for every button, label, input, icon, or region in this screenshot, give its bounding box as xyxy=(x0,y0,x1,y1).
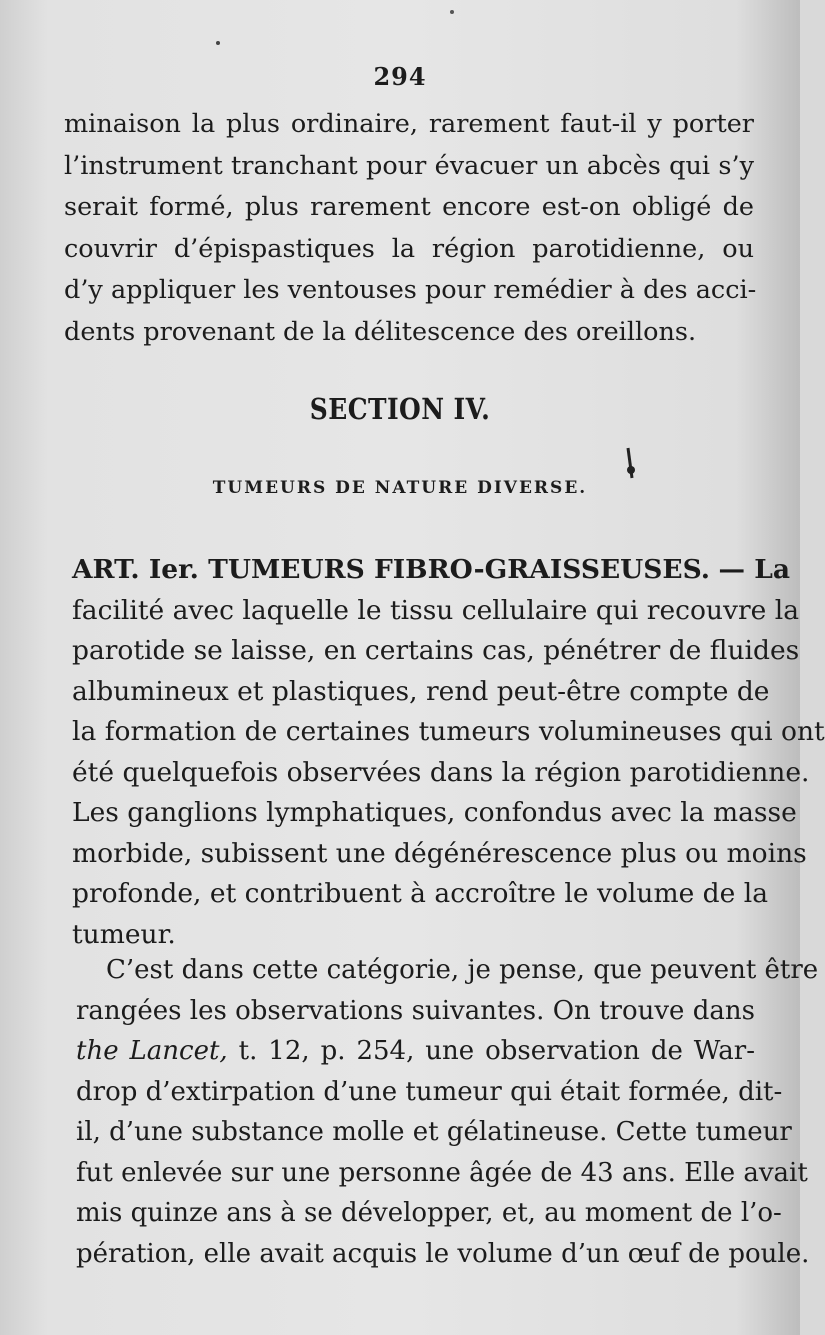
paragraph-line: parotide se laisse, en certains cas, pénétrer de fluides xyxy=(72,635,800,666)
page-number: 294 xyxy=(373,62,427,91)
paragraph-line: couvrir d’épispastiques la région parotidienne, ou xyxy=(64,233,754,264)
observation-paragraph xyxy=(76,950,819,1274)
paragraph-line: facilité avec laquelle le tissu cellulaire qui recouvre la xyxy=(72,594,800,626)
paragraph-line: mis quinze ans à se développer, et, au moment de l’o- xyxy=(76,1198,782,1228)
paragraph-line: serait formé, plus rarement encore est-on obligé de xyxy=(64,192,754,222)
paragraph-line: il, d’une substance molle et gélatineuse. Cette tumeur xyxy=(76,1117,792,1147)
paragraph-line: dents provenant de la délitescence des oreillons. xyxy=(64,316,697,347)
paragraph-line: pération, elle avait acquis le volume d’un œuf de poule. xyxy=(76,1238,810,1269)
section-title: SECTION IV. xyxy=(309,392,491,426)
paragraph-line: albumineux et plastiques, rend peut-être compte de xyxy=(72,675,770,707)
paragraph-line: d’y appliquer les ventouses pour remédier à des acci- xyxy=(64,275,757,305)
article-heading-line xyxy=(72,550,790,591)
citation-text: t. 12, p. 254, une observation de War- xyxy=(227,1036,755,1066)
paragraph-line: été quelquefois observées dans la région parotidienne. xyxy=(72,756,810,788)
article-paragraph xyxy=(72,550,825,955)
paragraph-line: rangées les observations suivantes. On trouve dans xyxy=(76,995,755,1026)
paragraph-line-with-citation xyxy=(76,1031,755,1072)
paragraph-line: minaison la plus ordinaire, rarement faut-il y porter xyxy=(64,109,754,139)
paragraph-line: drop d’extirpation d’une tumeur qui était formée, dit- xyxy=(76,1076,783,1107)
paragraph-line: la formation de certaines tumeurs volumineuses qui ont xyxy=(72,716,825,747)
paragraph-line: morbide, subissent une dégénérescence plus ou moins xyxy=(72,837,807,869)
paragraph-line: C’est dans cette catégorie, je pense, que peuvent être xyxy=(106,955,819,985)
paragraph-line: tumeur. xyxy=(72,918,176,950)
article-heading-dash: — La xyxy=(718,554,790,585)
section-subtitle: TUMEURS DE NATURE DIVERSE. xyxy=(212,478,588,498)
article-heading: ART. Ier. TUMEURS FIBRO-GRAISSEUSES. xyxy=(72,554,711,585)
paragraph-continuation xyxy=(64,104,757,353)
paragraph-line: l’instrument tranchant pour évacuer un abcès qui s’y xyxy=(64,150,754,181)
paragraph-line: profonde, et contribuent à accroître le volume de la xyxy=(72,878,769,909)
paragraph-line: Les ganglions lymphatiques, confondus avec la masse xyxy=(72,797,797,828)
journal-title: the Lancet, xyxy=(76,1036,228,1066)
paragraph-line: fut enlevée sur une personne âgée de 43 ans. Elle avait xyxy=(76,1157,808,1188)
